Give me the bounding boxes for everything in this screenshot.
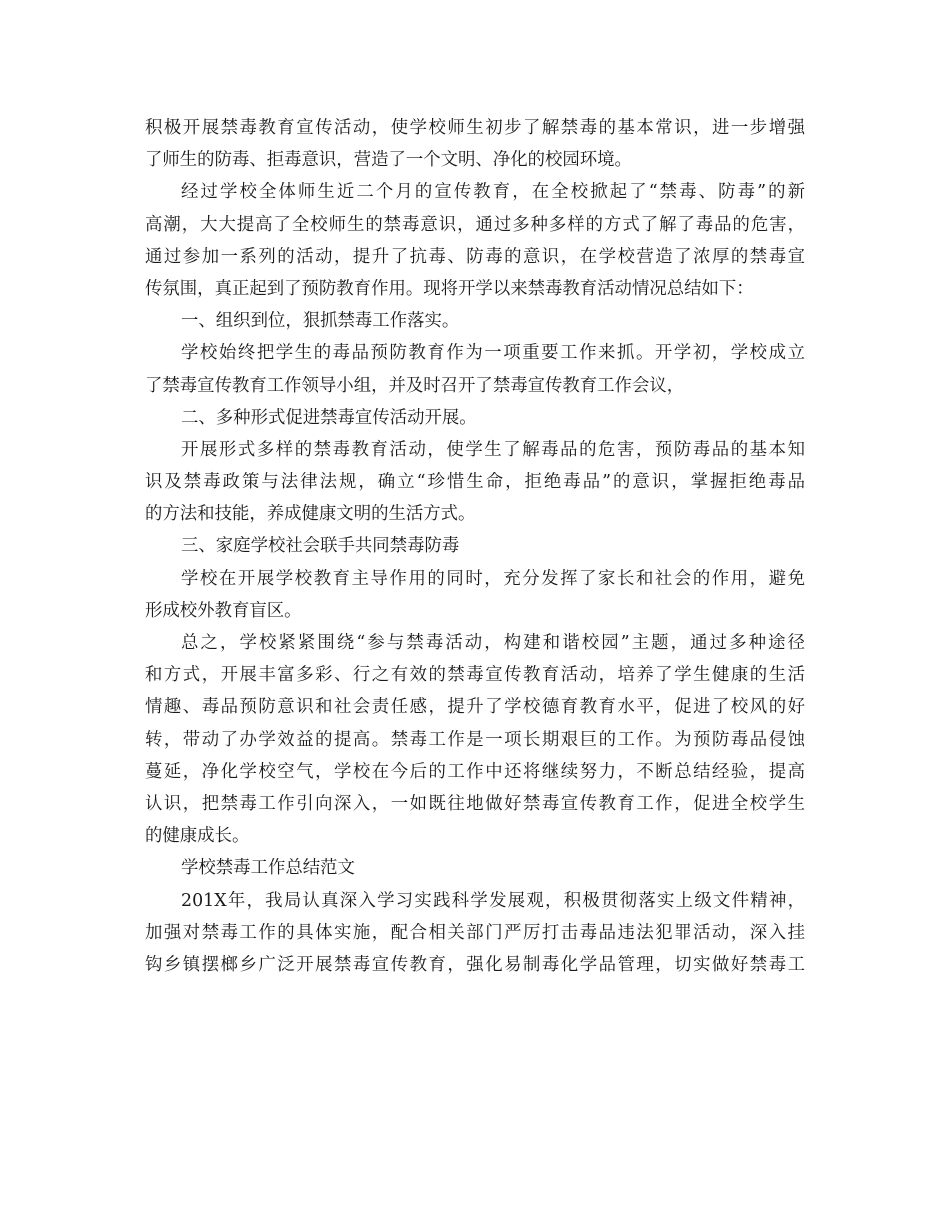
text-line: 加强对禁毒工作的具体实施，配合相关部门严厉打击毒品违法犯罪活动，深入挂 bbox=[145, 922, 805, 943]
section-heading: 二、多种形式促进禁毒宣传活动开展。 bbox=[181, 407, 477, 428]
text-line: 通过参加一系列的活动，提升了抗毒、防毒的意识，在学校营造了浓厚的禁毒宣 bbox=[145, 246, 805, 267]
text-line: 形成校外教育盲区。 bbox=[145, 600, 302, 621]
text-line: 学校始终把学生的毒品预防教育作为一项重要工作来抓。开学初，学校成立 bbox=[181, 343, 805, 364]
text-line: 和方式，开展丰富多彩、行之有效的禁毒宣传教育活动，培养了学生健康的生活 bbox=[145, 665, 805, 686]
document-subtitle: 学校禁毒工作总结范文 bbox=[181, 858, 355, 879]
text-line: 了师生的防毒、拒毒意识，营造了一个文明、净化的校园环境。 bbox=[145, 150, 632, 171]
text-line: 识及禁毒政策与法律法规，确立“珍惜生命，拒绝毒品”的意识，掌握拒绝毒品 bbox=[145, 472, 805, 493]
text-line: 认识，把禁毒工作引向深入，一如既往地做好禁毒宣传教育工作，促进全校学生 bbox=[145, 793, 805, 814]
text-line: 蔓延，净化学校空气，学校在今后的工作中还将继续努力，不断总结经验，提高 bbox=[145, 761, 805, 782]
text-line: 201X年，我局认真深入学习实践科学发展观，积极贯彻落实上级文件精神， bbox=[181, 890, 805, 911]
section-heading: 三、家庭学校社会联手共同禁毒防毒 bbox=[181, 536, 460, 557]
text-line: 的方法和技能，养成健康文明的生活方式。 bbox=[145, 504, 476, 525]
text-line: 情趣、毒品预防意识和社会责任感，提升了学校德育教育水平，促进了校风的好 bbox=[145, 697, 805, 718]
section-heading: 一、组织到位，狠抓禁毒工作落实。 bbox=[181, 311, 460, 332]
text-line: 开展形式多样的禁毒教育活动，使学生了解毒品的危害，预防毒品的基本知 bbox=[181, 439, 805, 460]
text-line: 的健康成长。 bbox=[145, 826, 250, 847]
text-line: 了禁毒宣传教育工作领导小组，并及时召开了禁毒宣传教育工作会议， bbox=[145, 375, 685, 396]
text-line: 高潮，大大提高了全校师生的禁毒意识，通过多种多样的方式了解了毒品的危害， bbox=[145, 214, 805, 235]
text-line: 转，带动了办学效益的提高。禁毒工作是一项长期艰巨的工作。为预防毒品侵蚀 bbox=[145, 729, 805, 750]
text-line: 经过学校全体师生近二个月的宣传教育，在全校掀起了“禁毒、防毒”的新 bbox=[181, 182, 805, 203]
text-line: 钩乡镇摆榔乡广泛开展禁毒宣传教育，强化易制毒化学品管理，切实做好禁毒工 bbox=[145, 954, 805, 975]
text-line: 积极开展禁毒教育宣传活动，使学校师生初步了解禁毒的基本常识，进一步增强 bbox=[145, 118, 805, 138]
document-body bbox=[145, 112, 805, 981]
text-line: 总之，学校紧紧围绕“参与禁毒活动，构建和谐校园”主题，通过多种途径 bbox=[181, 633, 805, 653]
text-line: 传氛围，真正起到了预防教育作用。现将开学以来禁毒教育活动情况总结如下： bbox=[145, 278, 754, 299]
text-line: 学校在开展学校教育主导作用的同时，充分发挥了家长和社会的作用，避免 bbox=[181, 568, 805, 589]
